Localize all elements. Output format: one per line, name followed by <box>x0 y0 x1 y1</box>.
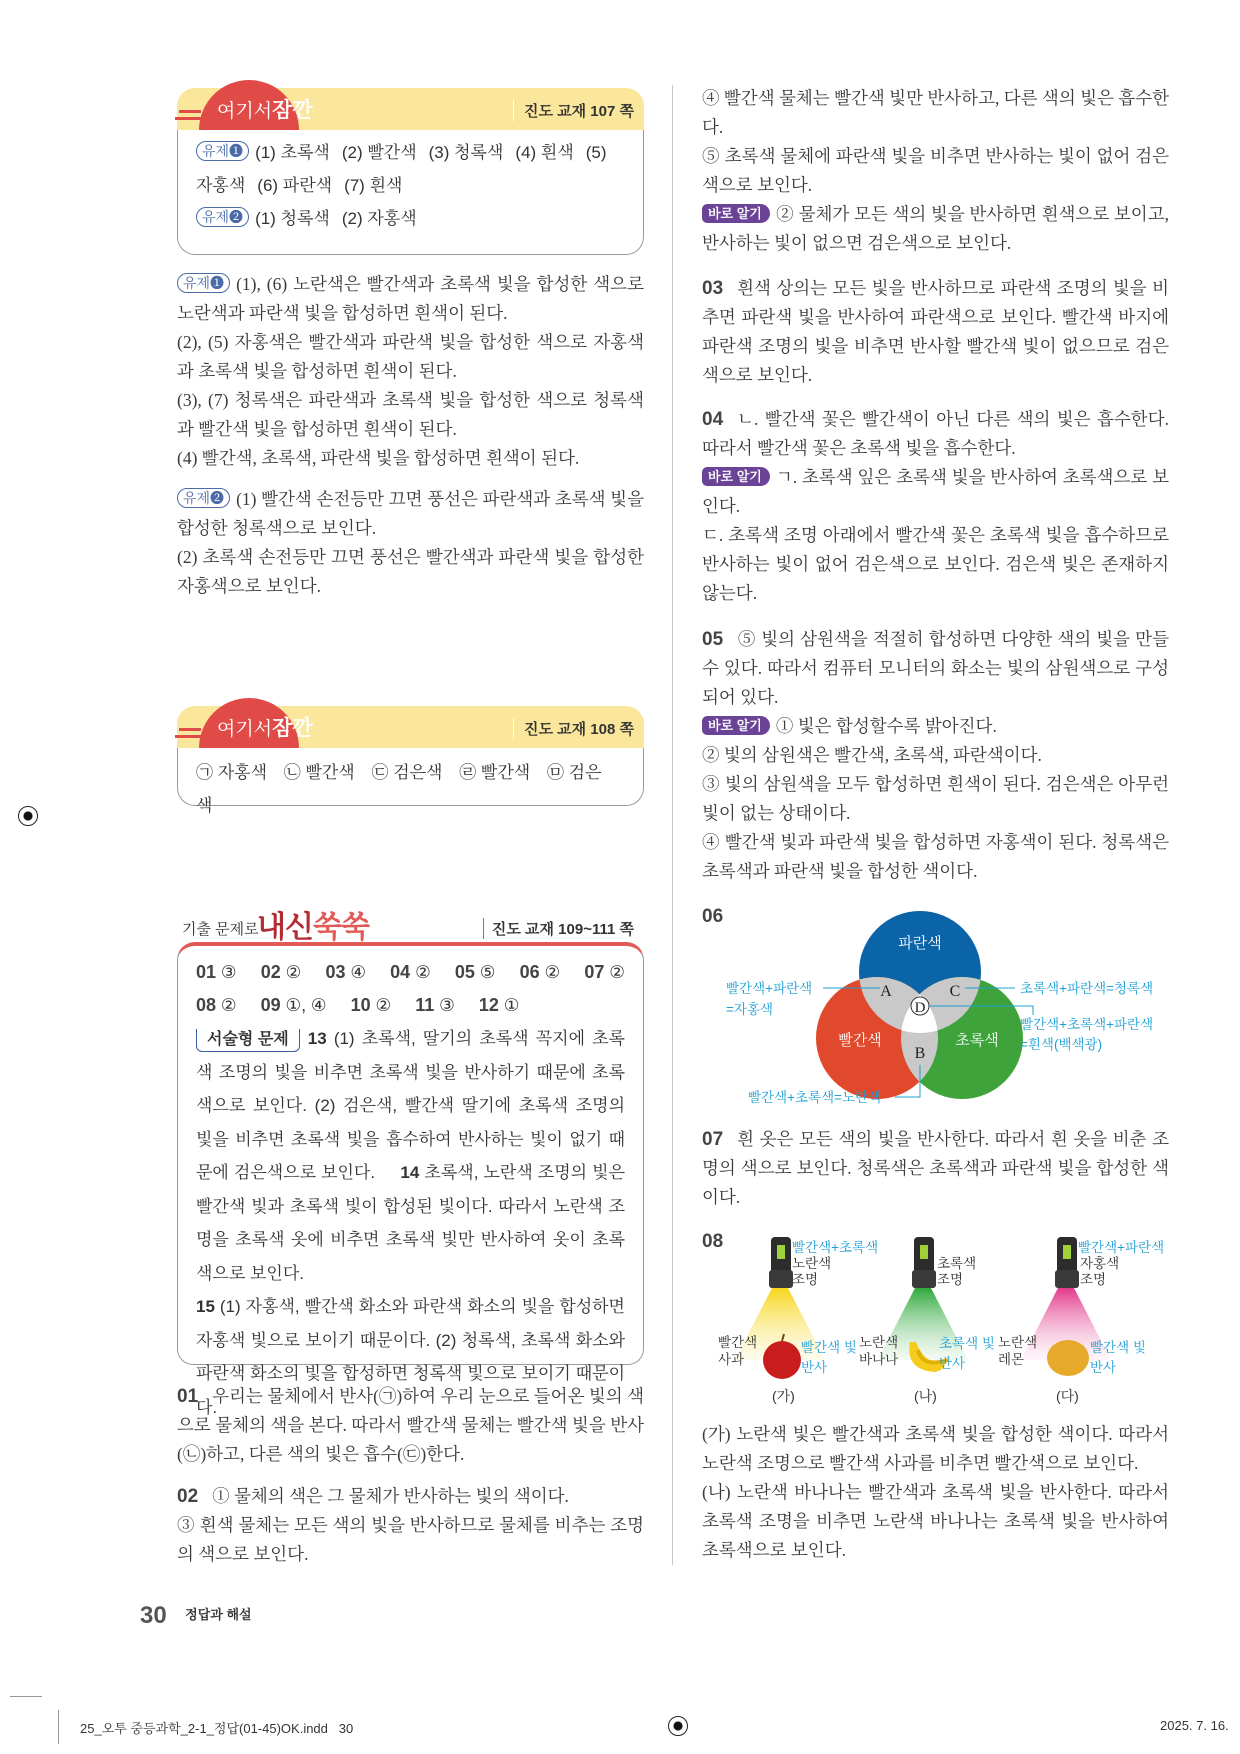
question-text: ③ 흰색 물체는 모든 색의 빛을 반사하므로 물체를 비추는 조명의 색으로 보인다. <box>177 1515 644 1564</box>
ga-light-label: 노란색 <box>792 1256 832 1271</box>
yuje-explanations <box>177 270 644 601</box>
question-number: 02 <box>177 1486 199 1507</box>
baro-text: ① 빛은 합성할수록 밝아진다. <box>775 716 997 736</box>
ga-object-label: 사과 <box>718 1352 745 1367</box>
lemon-icon <box>1047 1340 1089 1376</box>
title-part-b: 쑥쑥 <box>312 911 369 944</box>
jamkkan-logo <box>199 698 313 748</box>
registration-mark-icon <box>18 806 38 826</box>
section-title: 정답과 해설 <box>185 1607 252 1622</box>
answer-item: (5) 자홍색 <box>196 143 607 195</box>
da-object-label: 레몬 <box>998 1352 1025 1367</box>
logo-bold-text: 잠깐 <box>272 717 313 740</box>
ga-reflect-label: 반사 <box>801 1360 828 1375</box>
question-text: 흰색 상의는 모든 빛을 반사하므로 파란색 조명의 빛을 비추면 파란색 빛을 반사하여 파란색으로 보인다. 빨간색 바지에 파란색 조명의 빛을 비추면 반사할 빨간색 빛이 없으므로 검은색으로 보인다. <box>702 278 1169 385</box>
speed-line-icon <box>179 110 201 113</box>
logo-light-text: 여기서 <box>217 101 273 122</box>
question-number: 08 <box>702 1231 724 1252</box>
question-number: 05 <box>702 629 724 650</box>
label-a-result: =자홍색 <box>726 1002 774 1017</box>
registration-mark-icon <box>668 1716 688 1736</box>
file-slug: 25_오투 중등과학_2-1_정답(01-45)OK.indd 30 <box>80 1721 354 1736</box>
answer-08: 08 ② <box>196 995 237 1015</box>
question-text: ㄷ. 초록색 조명 아래에서 빨간색 꽃은 초록색 빛을 흡수하므로 반사하는 빛이 없어 검은색으로 보인다. 검은색 빛은 존재하지 않는다. <box>702 525 1169 603</box>
print-date: 2025. 7. 16. <box>1160 1718 1229 1733</box>
answer-07: 07 ② <box>584 962 625 982</box>
question-text: ① 물체의 색은 그 물체가 반사하는 빛의 색이다. <box>212 1486 569 1506</box>
textbook-page-ref: 진도 교재 108 쪽 <box>513 718 634 739</box>
yuje-1-badge: 유제❶ <box>196 141 249 161</box>
answer-09: 09 ①, ④ <box>260 995 327 1015</box>
answer-item: (4) 흰색 <box>515 143 574 162</box>
answer-item: ㉤ 검은색 <box>196 763 602 815</box>
question-text: ㄴ. 빨간색 꽃은 빨간색이 아닌 다른 색의 빛은 흡수한다. 따라서 빨간색 꽃은 초록색 빛을 흡수한다. <box>702 409 1169 458</box>
question-text: ④ 빨간색 물체는 빨간색 빛만 반사하고, 다른 색의 빛은 흡수한다. <box>702 88 1169 137</box>
page-footer <box>140 1602 252 1630</box>
q15-number: 15 <box>196 1297 215 1316</box>
ga-reflect-label: 빨간색 빛 <box>801 1340 857 1355</box>
question-text: 흰 옷은 모든 색의 빛을 반사한다. 따라서 흰 옷을 비춘 조명의 색으로 보인다. 청록색은 초록색과 파란색 빛을 합성한 색이다. <box>702 1129 1169 1207</box>
na-light-label: 초록색 <box>937 1256 977 1271</box>
question-02-cont <box>702 84 1169 258</box>
q13-number: 13 <box>307 1029 327 1048</box>
box-body <box>177 130 644 255</box>
answer-item: ㉣ 빨간색 <box>459 763 531 782</box>
da-reflect-label: 반사 <box>1090 1360 1117 1375</box>
question-text: ⑤ 초록색 물체에 파란색 빛을 비추면 반사하는 빛이 없어 검은색으로 보인다. <box>702 146 1169 195</box>
naesin-prefix: 기출 문제로 <box>182 921 259 938</box>
question-number: 07 <box>702 1129 724 1150</box>
region-b: B <box>914 1045 926 1062</box>
naesin-box <box>177 942 644 1417</box>
da-mix-label: 빨간색+파란색 <box>1078 1240 1165 1255</box>
explanation-text: (3), (7) 청록색은 파란색과 초록색 빛을 합성한 색으로 청록색과 빨간색 빛을 합성하면 흰색이 된다. <box>177 390 644 439</box>
flashlight-icon <box>769 1237 793 1288</box>
box-body <box>177 748 644 815</box>
green-label: 초록색 <box>955 1032 999 1049</box>
question-07 <box>702 1125 1169 1212</box>
question-08-explanation <box>702 1420 1169 1565</box>
na-light-label: 조명 <box>937 1272 964 1287</box>
venn-diagram-light-mixing <box>690 890 1180 1120</box>
ga-mix-label: 빨간색+초록색 <box>792 1240 879 1255</box>
box-yeogiseo-jamkkan-107 <box>177 88 644 255</box>
explanation-text: (2) 초록색 손전등만 끄면 풍선은 빨간색과 파란색 빛을 합성한 자홍색으로 보인다. <box>177 547 644 596</box>
essay-badge: 서술형 문제 <box>196 1029 300 1052</box>
na-object-label: 노란색 <box>859 1335 899 1350</box>
da-tag: (다) <box>1056 1388 1079 1404</box>
explanation-text: (2), (5) 자홍색은 빨간색과 파란색 빛을 합성한 색으로 자홍색과 초록색 빛을 합성하면 흰색이 된다. <box>177 332 644 381</box>
na-tag: (나) <box>914 1388 937 1404</box>
answer-item: ㉠ 자홍색 <box>196 763 267 782</box>
logo-light-text: 여기서 <box>217 719 273 740</box>
answer-02: 02 ② <box>260 962 302 982</box>
baro-algi-badge: 바로 알기 <box>702 204 770 223</box>
ga-light-label: 조명 <box>792 1272 819 1287</box>
explanation-text: (4) 빨간색, 초록색, 파란색 빛을 합성하면 흰색이 된다. <box>177 448 580 468</box>
baro-text: ② 물체가 모든 색의 빛을 반사하면 흰색으로 보이고, 반사하는 빛이 없으면 검은색으로 보인다. <box>702 204 1169 253</box>
speed-line-icon <box>179 728 201 731</box>
answer-row-1 <box>196 956 625 989</box>
column-divider <box>672 85 673 1565</box>
crop-mark <box>10 1696 42 1697</box>
q13-text: (1) 초록색, 딸기의 초록색 꼭지에 초록색 조명의 빛을 비추면 초록색 빛을 반사하기 때문에 초록색으로 보인다. (2) 검은색, 빨간색 딸기에 초록색 조명의 빛을 비추면 초록색 빛을 흡수하여 반사하는 빛이 없기 때문에 검은색으로 보인다. <box>196 1029 625 1182</box>
ga-object-label: 빨간색 <box>718 1335 758 1350</box>
label-a-formula: 빨간색+파란색 <box>726 981 813 996</box>
explanation-text: (1) 빨간색 손전등만 끄면 풍선은 파란색과 초록색 빛을 합성한 청록색으로 보인다. <box>177 489 644 538</box>
da-light-label: 조명 <box>1080 1272 1107 1287</box>
answer-item: (1) 청록색 <box>255 209 330 228</box>
yuje-1-badge: 유제❶ <box>177 273 230 293</box>
flashlight-icon <box>912 1237 936 1288</box>
question-number: 01 <box>177 1386 199 1407</box>
answer-10: 10 ② <box>350 995 392 1015</box>
answer-04: 04 ② <box>390 962 431 982</box>
answer-01: 01 ③ <box>196 962 237 982</box>
na-reflect-label: 반사 <box>939 1356 966 1371</box>
answer-item: (6) 파란색 <box>257 176 333 195</box>
question-01 <box>177 1382 644 1469</box>
da-object-label: 노란색 <box>998 1335 1038 1350</box>
da-light-label: 자홍색 <box>1080 1256 1120 1271</box>
yuje-2-badge: 유제❷ <box>177 488 230 508</box>
label-d-result: =흰색(백색광) <box>1020 1037 1103 1052</box>
ga-tag: (가) <box>772 1388 795 1404</box>
logo-bold-text: 잠깐 <box>272 99 313 122</box>
page-number: 30 <box>140 1602 167 1629</box>
question-05 <box>702 625 1169 886</box>
question-number: 04 <box>702 409 724 430</box>
baro-text: ㄱ. 초록색 잎은 초록색 빛을 반사하여 초록색으로 보인다. <box>702 467 1169 516</box>
naesin-header <box>182 900 642 944</box>
red-label: 빨간색 <box>838 1032 882 1049</box>
answer-06: 06 ② <box>519 962 561 982</box>
answer-item: (7) 흰색 <box>344 176 403 195</box>
jamkkan-logo <box>199 80 313 130</box>
label-b: 빨간색+초록색=노란색 <box>748 1090 882 1105</box>
box-header <box>177 88 644 130</box>
question-text: (가) 노란색 빛은 빨간색과 초록색 빛을 합성한 색이다. 따라서 노란색 조명으로 빨간색 사과를 비추면 빨간색으로 보인다. <box>702 1424 1169 1473</box>
question-text: ⑤ 빛의 삼원색을 적절히 합성하면 다양한 색의 빛을 만들 수 있다. 따라서 컴퓨터 모니터의 화소는 빛의 삼원색으로 구성되어 있다. <box>702 629 1169 707</box>
region-c: C <box>949 983 961 1000</box>
question-text: 우리는 물체에서 반사(㉠)하여 우리 눈으로 들어온 빛의 색으로 물체의 색을 본다. 따라서 빨간색 물체는 빨간색 빛을 반사(㉡)하고, 다른 색의 빛은 흡수(㉢)한다. <box>177 1386 644 1464</box>
textbook-page-ref: 진도 교재 109~111 쪽 <box>483 918 634 939</box>
box-yeogiseo-jamkkan-108 <box>177 706 644 815</box>
question-text: (나) 노란색 바나나는 빨간색과 초록색 빛을 반사한다. 따라서 초록색 조명을 비추면 노란색 바나나는 초록색 빛을 반사하여 초록색으로 보인다. <box>702 1482 1169 1560</box>
answer-12: 12 ① <box>478 995 520 1015</box>
answer-item: (2) 빨간색 <box>341 143 417 162</box>
answer-item: (3) 청록색 <box>428 143 504 162</box>
na-reflect-label: 초록색 빛 <box>939 1336 995 1351</box>
answer-row-2 <box>196 989 625 1022</box>
question-02 <box>177 1482 644 1569</box>
answer-item: ㉡ 빨간색 <box>283 763 355 782</box>
box-header <box>177 706 644 748</box>
speed-line-icon <box>175 735 203 738</box>
answer-item: ㉢ 검은색 <box>371 763 443 782</box>
essay-answers <box>196 1022 625 1424</box>
question-text: ③ 빛의 삼원색을 모두 합성하면 흰색이 된다. 검은색은 아무런 빛이 없는 상태이다. <box>702 774 1169 823</box>
title-part-a: 내신 <box>257 911 313 944</box>
crop-mark <box>58 1710 59 1744</box>
question-number: 06 <box>702 906 724 927</box>
q14-text: 초록색, 노란색 조명의 빛은 빨간색 빛과 초록색 빛이 합성된 빛이다. 따라서 노란색 조명을 초록색 옷에 비추면 초록색 빛만 반사하여 옷이 초록색으로 보인다. <box>196 1163 625 1283</box>
baro-algi-badge: 바로 알기 <box>702 467 770 486</box>
question-04 <box>702 405 1169 608</box>
textbook-page-ref: 진도 교재 107 쪽 <box>513 100 634 121</box>
flashlight-icon <box>1055 1237 1079 1288</box>
question-number: 03 <box>702 278 724 299</box>
region-a: A <box>880 983 892 1000</box>
question-03 <box>702 274 1169 390</box>
naesin-title <box>257 902 369 946</box>
speed-line-icon <box>175 117 203 120</box>
na-object-label: 바나나 <box>859 1352 899 1367</box>
label-c: 초록색+파란색=청록색 <box>1020 981 1154 996</box>
q15-text: (1) 자홍색, 빨간색 화소와 파란색 화소의 빛을 합성하면 자홍색 빛으로 보이기 때문이다. (2) 청록색, 초록색 화소와 파란색 화소의 빛을 합성하면 청록색 빛으로 보이기 때문이다. <box>196 1297 625 1417</box>
answer-item: (1) 초록색 <box>255 143 330 162</box>
question-text: ④ 빨간색 빛과 파란색 빛을 합성하면 자홍색이 된다. 청록색은 초록색과 파란색 빛을 합성한 색이다. <box>702 832 1169 881</box>
answer-05: 05 ⑤ <box>454 962 496 982</box>
q14-number: 14 <box>400 1163 420 1182</box>
answer-item: (2) 자홍색 <box>341 209 417 228</box>
baro-algi-badge: 바로 알기 <box>702 716 770 735</box>
answer-11: 11 ③ <box>415 995 455 1015</box>
region-d: D <box>914 1000 926 1016</box>
label-d-formula: 빨간색+초록색+파란색 <box>1020 1017 1154 1032</box>
da-reflect-label: 빨간색 빛 <box>1090 1340 1146 1355</box>
blue-label: 파란색 <box>898 935 942 952</box>
explanation-text: (1), (6) 노란색은 빨간색과 초록색 빛을 합성한 색으로 노란색과 파란색 빛을 합성하면 흰색이 된다. <box>177 274 644 323</box>
yuje-2-badge: 유제❷ <box>196 207 249 227</box>
question-text: ② 빛의 삼원색은 빨간색, 초록색, 파란색이다. <box>702 745 1042 765</box>
answer-03: 03 ④ <box>325 962 367 982</box>
